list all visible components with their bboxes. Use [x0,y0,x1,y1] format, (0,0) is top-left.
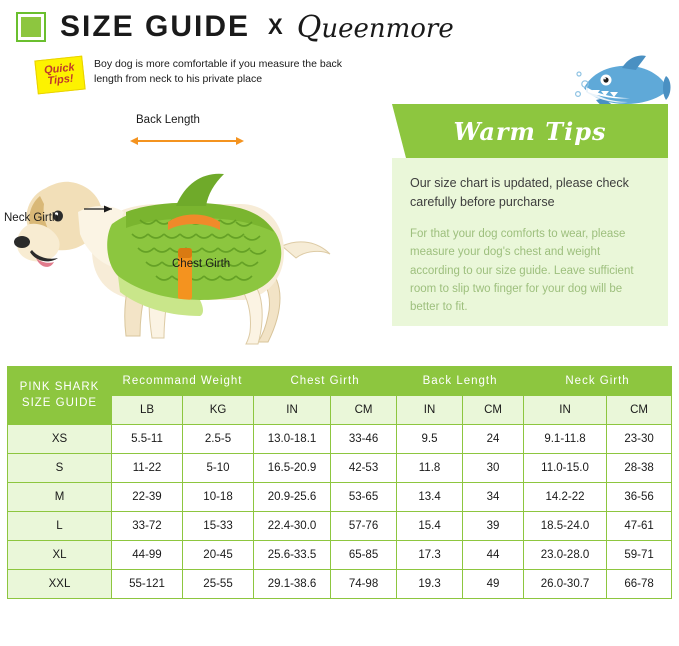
cell: 10-18 [183,483,254,512]
back-length-arrow-icon [130,136,244,146]
label-chest-girth: Chest Girth [172,258,231,270]
brand-initial: Q [296,9,322,45]
table-row [8,512,672,541]
cell: 17.3 [397,541,463,570]
cell: 42-53 [331,454,397,483]
cell: 55-121 [112,570,183,599]
cell: 23-30 [607,425,672,454]
unit-chest-cm: CM [331,396,397,425]
warm-tips-heading: Warm Tips [453,116,607,146]
cell: 2.5-5 [183,425,254,454]
corner-line-2: SIZE GUIDE [21,396,98,409]
cell: 44 [463,541,524,570]
quick-tips-badge [34,56,85,95]
group-header-neck: Neck Girth [524,367,672,396]
table-row [8,454,672,483]
cell: 44-99 [112,541,183,570]
unit-back-cm: CM [463,396,524,425]
neck-girth-arrow-icon [82,204,112,214]
cell: 34 [463,483,524,512]
table-corner-header [8,367,112,425]
row-size-label: S [8,454,112,483]
cell: 22-39 [112,483,183,512]
row-size-label: M [8,483,112,512]
warm-tips-body [392,158,668,326]
quick-tips-badge-line2: Tips! [46,72,75,88]
cell: 19.3 [397,570,463,599]
group-header-back: Back Length [397,367,524,396]
cell: 11.8 [397,454,463,483]
cell: 39 [463,512,524,541]
cell: 20.9-25.6 [254,483,331,512]
row-size-label: L [8,512,112,541]
cell: 59-71 [607,541,672,570]
cell: 47-61 [607,512,672,541]
table-header-row-groups [8,367,672,396]
cell: 74-98 [331,570,397,599]
cell: 57-76 [331,512,397,541]
cell: 16.5-20.9 [254,454,331,483]
group-header-weight: Recommand Weight [112,367,254,396]
cell: 49 [463,570,524,599]
brand-name [297,10,454,45]
cell: 11-22 [112,454,183,483]
dog-illustration [0,100,400,350]
table-row [8,483,672,512]
page-title: SIZE GUIDE [60,10,251,43]
row-size-label: XXL [8,570,112,599]
cell: 22.4-30.0 [254,512,331,541]
corner-line-1: PINK SHARK [19,380,100,393]
row-size-label: XL [8,541,112,570]
cell: 53-65 [331,483,397,512]
warm-tips-lead: Our size chart is updated, please check carefully before purcharse [410,176,629,210]
table-row [8,570,672,599]
cell: 65-85 [331,541,397,570]
cell: 36-56 [607,483,672,512]
label-back-length: Back Length [136,114,200,126]
cell: 25.6-33.5 [254,541,331,570]
bubbles-icon [572,66,594,100]
square-logo-icon [16,12,46,42]
cell: 15-33 [183,512,254,541]
cell: 20-45 [183,541,254,570]
cell: 14.2-22 [524,483,607,512]
cell: 33-72 [112,512,183,541]
table-row [8,541,672,570]
cell: 13.0-18.1 [254,425,331,454]
unit-neck-in: IN [524,396,607,425]
cell: 33-46 [331,425,397,454]
cell: 26.0-30.7 [524,570,607,599]
cell: 15.4 [397,512,463,541]
quick-tips-badge-line1: Quick [43,61,76,77]
cell: 66-78 [607,570,672,599]
unit-chest-in: IN [254,396,331,425]
unit-neck-cm: CM [607,396,672,425]
cell: 5.5-11 [112,425,183,454]
table-row [8,425,672,454]
row-size-label: XS [8,425,112,454]
warm-tips-sub: For that your dog comforts to wear, please measure your dog's chest and weight according to our size guide. Leave sufficient room to slip two finger for your dog will be better to fit. [410,227,634,314]
size-chart-table [7,366,672,599]
cell: 29.1-38.6 [254,570,331,599]
warm-tips-panel [392,104,668,326]
cell: 5-10 [183,454,254,483]
cell: 18.5-24.0 [524,512,607,541]
unit-back-in: IN [397,396,463,425]
quick-tips-text: Boy dog is more comfortable if you measure the back length from neck to his private place [94,58,343,86]
cell: 30 [463,454,524,483]
unit-weight-kg: KG [183,396,254,425]
group-header-chest: Chest Girth [254,367,397,396]
cell: 11.0-15.0 [524,454,607,483]
cell: 9.5 [397,425,463,454]
page-header [0,4,679,50]
label-neck-girth: Neck Girth [4,212,59,224]
collab-x-mark: X [268,14,283,39]
quick-tips [36,56,366,92]
cell: 9.1-11.8 [524,425,607,454]
cell: 24 [463,425,524,454]
cell: 28-38 [607,454,672,483]
cell: 25-55 [183,570,254,599]
unit-weight-lb: LB [112,396,183,425]
cell: 13.4 [397,483,463,512]
cell: 23.0-28.0 [524,541,607,570]
brand-rest: ueenmore [321,13,454,44]
